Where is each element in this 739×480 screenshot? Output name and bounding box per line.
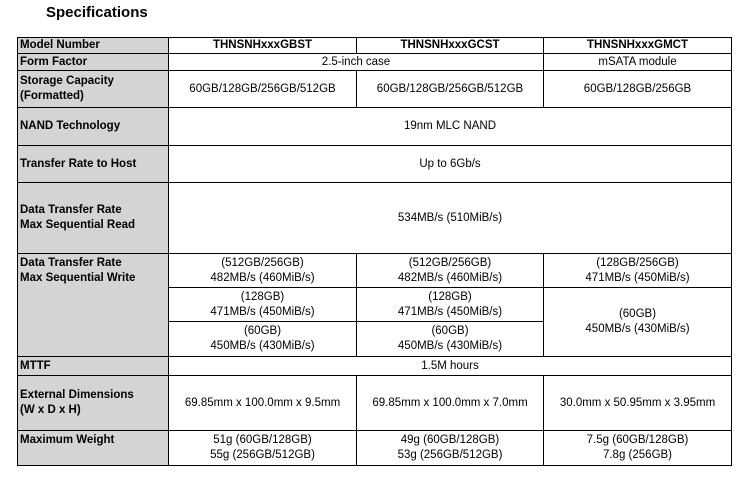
table-row <box>18 54 732 71</box>
cell-line: (128GB) <box>240 290 285 303</box>
weight-gbst <box>169 431 357 466</box>
cell-line: 7.5g (60GB/128GB) <box>586 434 689 446</box>
seq-write-gcst-512-256 <box>357 254 544 288</box>
label-line: Data Transfer Rate <box>20 257 122 269</box>
capacity-gbst: 60GB/128GB/256GB/512GB <box>169 71 357 108</box>
row-label-dimensions <box>18 376 169 431</box>
row-label-seq-write <box>18 254 169 357</box>
cell-line: (60GB) <box>431 325 469 337</box>
row-label-seq-read <box>18 183 169 254</box>
row-label-weight: Maximum Weight <box>18 431 169 466</box>
seq-write-gbst-60 <box>169 322 357 357</box>
cell-line: (512GB/256GB) <box>221 256 304 269</box>
cell-line: (60GB) <box>618 308 657 320</box>
page-title: Specifications <box>46 4 148 21</box>
seq-write-gbst-512-256 <box>169 254 357 288</box>
seq-write-gcst-60 <box>357 322 544 357</box>
row-label-mttf: MTTF <box>18 357 169 376</box>
dimensions-gmct: 30.0mm x 50.95mm x 3.95mm <box>544 376 732 431</box>
cell-line: (128GB) <box>428 290 472 303</box>
model-gbst: THNSNHxxxGBST <box>169 38 357 54</box>
cell-line: 482MB/s (460MiB/s) <box>397 271 503 284</box>
cell-line: 55g (256GB/512GB) <box>210 449 315 461</box>
cell-line: (128GB/256GB) <box>596 256 679 269</box>
label-line: Storage Capacity <box>20 75 114 87</box>
seq-write-gcst-128 <box>357 288 544 322</box>
cell-line: 482MB/s (460MiB/s) <box>210 271 315 284</box>
weight-gcst <box>357 431 544 466</box>
cell-line: 450MB/s (430MiB/s) <box>210 340 315 352</box>
table-row <box>18 38 732 54</box>
label-line: Data Transfer Rate <box>20 204 122 216</box>
table-row <box>18 183 732 254</box>
cell-line: 471MB/s (450MiB/s) <box>397 305 503 318</box>
row-label-nand: NAND Technology <box>18 108 169 146</box>
row-label-form-factor: Form Factor <box>18 54 169 71</box>
specifications-table <box>17 37 732 466</box>
dimensions-gbst: 69.85mm x 100.0mm x 9.5mm <box>169 376 357 431</box>
cell-line: 51g (60GB/128GB) <box>213 434 312 446</box>
table-row <box>18 357 732 376</box>
cell-line: 471MB/s (450MiB/s) <box>585 271 690 284</box>
cell-line: (60GB) <box>243 325 282 337</box>
cell-line: 7.8g (256GB) <box>602 449 673 461</box>
form-factor-2-5-inch: 2.5-inch case <box>169 54 544 71</box>
cell-line: 49g (60GB/128GB) <box>400 434 500 446</box>
label-line: External Dimensions <box>20 389 134 401</box>
seq-read-value: 534MB/s (510MiB/s) <box>169 183 732 254</box>
nand-value: 19nm MLC NAND <box>169 108 732 146</box>
cell-line: 450MB/s (430MiB/s) <box>397 340 503 352</box>
capacity-gmct: 60GB/128GB/256GB <box>544 71 732 108</box>
label-line: (Formatted) <box>20 90 84 102</box>
seq-write-gmct-128-256 <box>544 254 732 288</box>
cell-line: 53g (256GB/512GB) <box>397 449 503 461</box>
row-label-host-rate: Transfer Rate to Host <box>18 146 169 183</box>
dimensions-gcst: 69.85mm x 100.0mm x 7.0mm <box>357 376 544 431</box>
label-line: Max Sequential Read <box>20 219 136 231</box>
model-gmct: THNSNHxxxGMCT <box>544 38 732 54</box>
table-row <box>18 108 732 146</box>
row-label-model-number: Model Number <box>18 38 169 54</box>
table-row <box>18 376 732 431</box>
label-line: (W x D x H) <box>20 404 81 416</box>
seq-write-gmct-60 <box>544 288 732 357</box>
model-gcst: THNSNHxxxGCST <box>357 38 544 54</box>
weight-gmct <box>544 431 732 466</box>
table-row <box>18 146 732 183</box>
table-row <box>18 71 732 108</box>
seq-write-gbst-128 <box>169 288 357 322</box>
cell-line: 471MB/s (450MiB/s) <box>210 305 315 318</box>
cell-line: (512GB/256GB) <box>408 256 492 269</box>
table-row <box>18 254 732 288</box>
capacity-gcst: 60GB/128GB/256GB/512GB <box>357 71 544 108</box>
host-rate-value: Up to 6Gb/s <box>169 146 732 183</box>
label-line: Max Sequential Write <box>20 272 136 284</box>
table-row <box>18 431 732 466</box>
cell-line: 450MB/s (430MiB/s) <box>585 323 690 335</box>
mttf-value: 1.5M hours <box>169 357 732 376</box>
row-label-storage-capacity <box>18 71 169 108</box>
form-factor-msata: mSATA module <box>544 54 732 71</box>
